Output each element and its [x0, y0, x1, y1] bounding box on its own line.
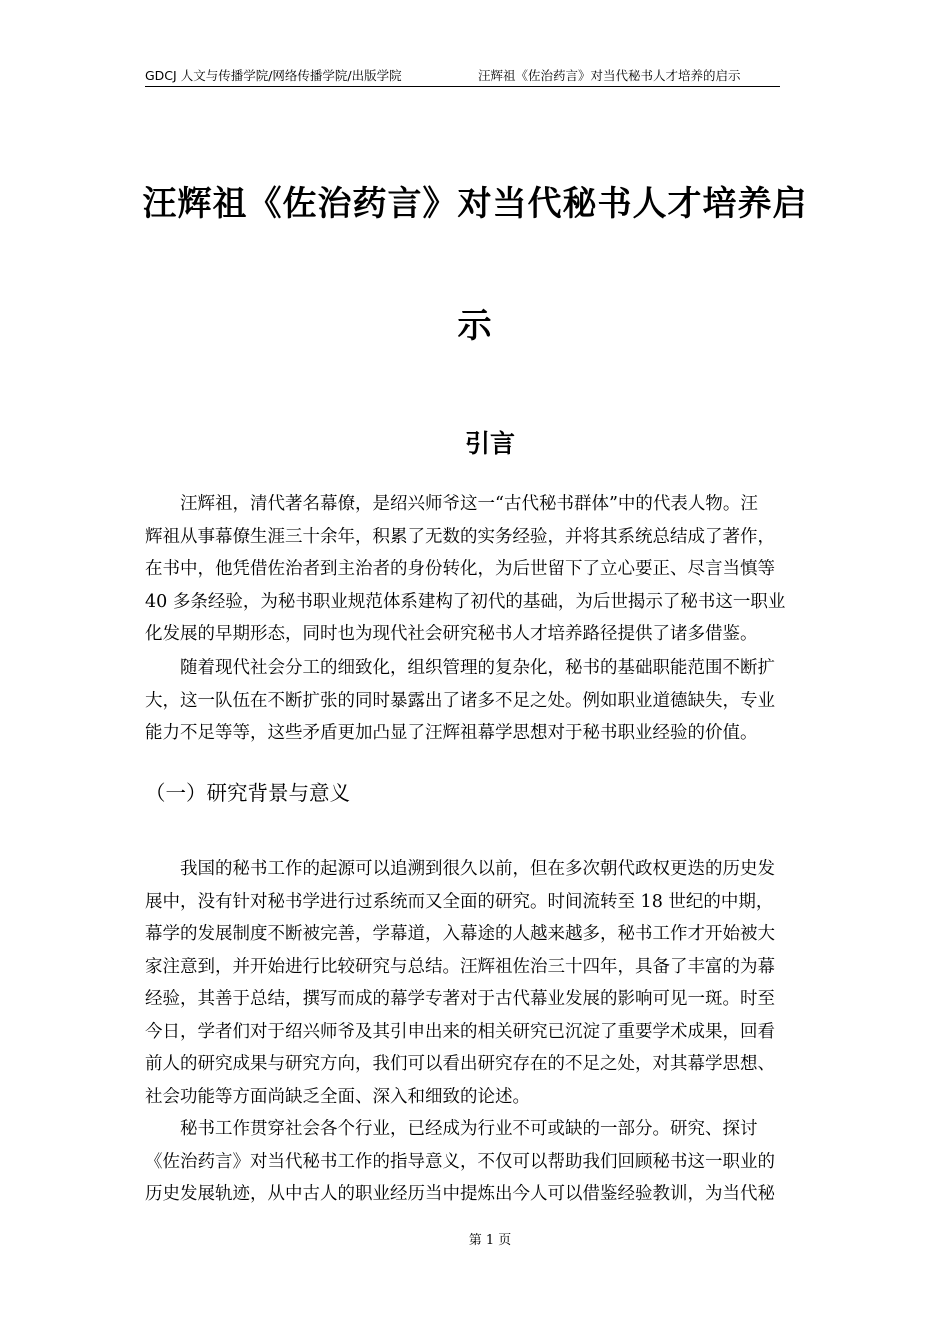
paragraph-line: 历史发展轨迹，从中古人的职业经历当中提炼出今人可以借鉴经验教训，为当代秘 — [145, 1184, 775, 1204]
section-1-heading: （一）研究背景与意义 — [145, 781, 350, 805]
paragraph-line: 前人的研究成果与研究方向，我们可以看出研究存在的不足之处，对其幕学思想、 — [145, 1054, 775, 1074]
paragraph-line: 幕学的发展制度不断被完善，学幕道，入幕途的人越来越多，秘书工作才开始被大 — [145, 924, 775, 944]
paragraph-line: 展中，没有针对秘书学进行过系统而又全面的研究。时间流转至 18 世纪的中期， — [145, 891, 774, 912]
paragraph-line: 社会功能等方面尚缺乏全面、深入和细致的论述。 — [145, 1086, 530, 1107]
running-header — [145, 66, 780, 87]
paragraph-line: 汪辉祖，清代著名幕僚，是绍兴师爷这一“古代秘书群体”中的代表人物。汪 — [180, 494, 758, 514]
paragraph-line: 能力不足等等，这些矛盾更加凸显了汪辉祖幕学思想对于秘书职业经验的价值。 — [145, 723, 758, 743]
header-left-text: GDCJ 人文与传播学院/网络传播学院/出版学院 — [145, 68, 402, 83]
paragraph-line: 大，这一队伍在不断扩张的同时暴露出了诸多不足之处。例如职业道德缺失，专业 — [145, 690, 775, 711]
paragraph-line: 40 多条经验，为秘书职业规范体系建构了初代的基础，为后世揭示了秘书这一职业 — [145, 591, 786, 612]
paragraph-line: 《佐治药言》对当代秘书工作的指导意义，不仅可以帮助我们回顾秘书这一职业的 — [145, 1151, 775, 1172]
paragraph-line: 秘书工作贯穿社会各个行业，已经成为行业不可或缺的一部分。研究、探讨 — [180, 1119, 758, 1139]
paragraph-line: 经验，其善于总结，撰写而成的幕学专著对于古代幕业发展的影响可见一斑。时至 — [145, 989, 775, 1009]
introduction-paragraph-2 — [145, 652, 840, 750]
paragraph-line: 今日，学者们对于绍兴师爷及其引申出来的相关研究已沉淀了重要学术成果，回看 — [145, 1021, 775, 1042]
page-number: 第 1 页 — [468, 1233, 512, 1248]
paragraph-line: 家注意到，并开始进行比较研究与总结。汪辉祖佐治三十四年，具备了丰富的为幕 — [145, 956, 775, 977]
paragraph-line: 我国的秘书工作的起源可以追溯到很久以前，但在多次朝代政权更迭的历史发 — [180, 859, 775, 879]
section-1-paragraph-1 — [145, 853, 840, 1113]
document-title-line-2: 示 — [457, 306, 493, 346]
section-1-paragraph-2 — [145, 1113, 840, 1211]
paragraph-line: 化发展的早期形态，同时也为现代社会研究秘书人才培养路径提供了诸多借鉴。 — [145, 624, 758, 644]
document-title-line-1: 汪辉祖《佐治药言》对当代秘书人才培养启 — [142, 184, 808, 224]
introduction-paragraph-1 — [145, 488, 840, 651]
paragraph-line: 在书中，他凭借佐治者到主治者的身份转化，为后世留下了立心要正、尽言当慎等 — [145, 559, 775, 579]
paragraph-line: 辉祖从事幕僚生涯三十余年，积累了无数的实务经验，并将其系统总结成了著作， — [145, 526, 775, 547]
header-right-text: 汪辉祖《佐治药言》对当代秘书人才培养的启示 — [478, 68, 741, 83]
introduction-heading: 引言 — [464, 429, 515, 458]
paragraph-line: 随着现代社会分工的细致化，组织管理的复杂化，秘书的基础职能范围不断扩 — [180, 658, 775, 678]
